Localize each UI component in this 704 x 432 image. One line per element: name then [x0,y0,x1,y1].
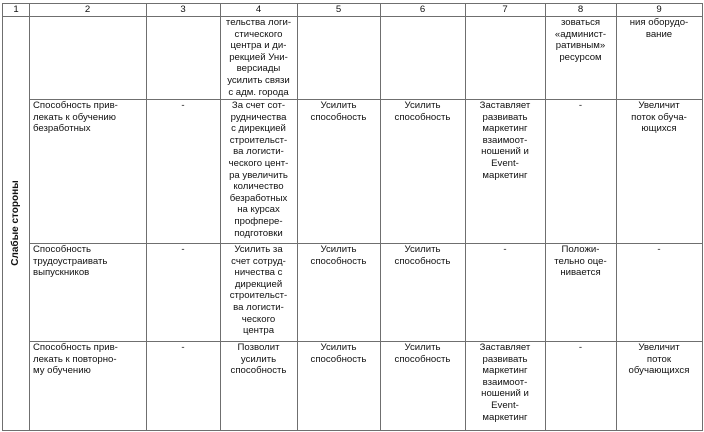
cell-r3-c2: Способность трудоустраивать выпускников [29,243,147,342]
cell-r1-c7 [465,16,546,100]
cell-r3-c3: - [146,243,221,342]
cell-r2-c7: Заставляет развивать маркетинг взаимоот- ношений и Event- маркетинг [465,99,546,244]
header-cell-7: 7 [465,3,546,17]
header-cell-9: 9 [616,3,703,17]
cell-r2-c2: Способность прив- лекать к обучению безработных [29,99,147,244]
cell-r1-c3 [146,16,221,100]
cell-r3-c5: Усилить способность [297,243,381,342]
cell-r3-c6: Усилить способность [380,243,466,342]
cell-r1-c8: зоваться «админист- ративным» ресурсом [545,16,617,100]
cell-r1-c2 [29,16,147,100]
cell-r4-c6: Усилить способность [380,341,466,431]
cell-r2-c3: - [146,99,221,244]
cell-r1-c6 [380,16,466,100]
cell-r2-c9: Увеличит поток обуча- ющихся [616,99,703,244]
cell-r4-c4: Позволит усилить способность [220,341,298,431]
cell-r4-c3: - [146,341,221,431]
header-cell-4: 4 [220,3,298,17]
header-cell-2: 2 [29,3,147,17]
header-cell-8: 8 [545,3,617,17]
cell-r2-c8: - [545,99,617,244]
side-label: Слабые стороны [10,180,22,266]
cell-r3-c7: - [465,243,546,342]
cell-r4-c8: - [545,341,617,431]
cell-r1-c9: ния оборудо- вание [616,16,703,100]
cell-r2-c5: Усилить способность [297,99,381,244]
cell-r4-c2: Способность прив- лекать к повторно- му обучению [29,341,147,431]
cell-r2-c6: Усилить способность [380,99,466,244]
header-cell-6: 6 [380,3,466,17]
cell-r4-c5: Усилить способность [297,341,381,431]
header-cell-1: 1 [2,3,30,17]
cell-r3-c8: Положи- тельно оце- нивается [545,243,617,342]
cell-r3-c4: Усилить за счет сотруд- ничества с дирекцией строительст- ва логисти- ческого центра [220,243,298,342]
cell-r4-c9: Увеличит поток обучающихся [616,341,703,431]
header-cell-3: 3 [146,3,221,17]
cell-r1-c4: тельства логи- стического центра и ди- рекцией Уни- версиады усилить связи с адм. города [220,16,298,100]
cell-r3-c9: - [616,243,703,342]
cell-r2-c4: За счет сот- рудничества с дирекцией строительст- ва логисти- ческого цент- ра увеличить количество безработных на курсах профпере- подготовки [220,99,298,244]
header-cell-5: 5 [297,3,381,17]
cell-r1-c5 [297,16,381,100]
side-label-cell [2,16,30,431]
cell-r4-c7: Заставляет развивать маркетинг взаимоот- ношений и Event- маркетинг [465,341,546,431]
